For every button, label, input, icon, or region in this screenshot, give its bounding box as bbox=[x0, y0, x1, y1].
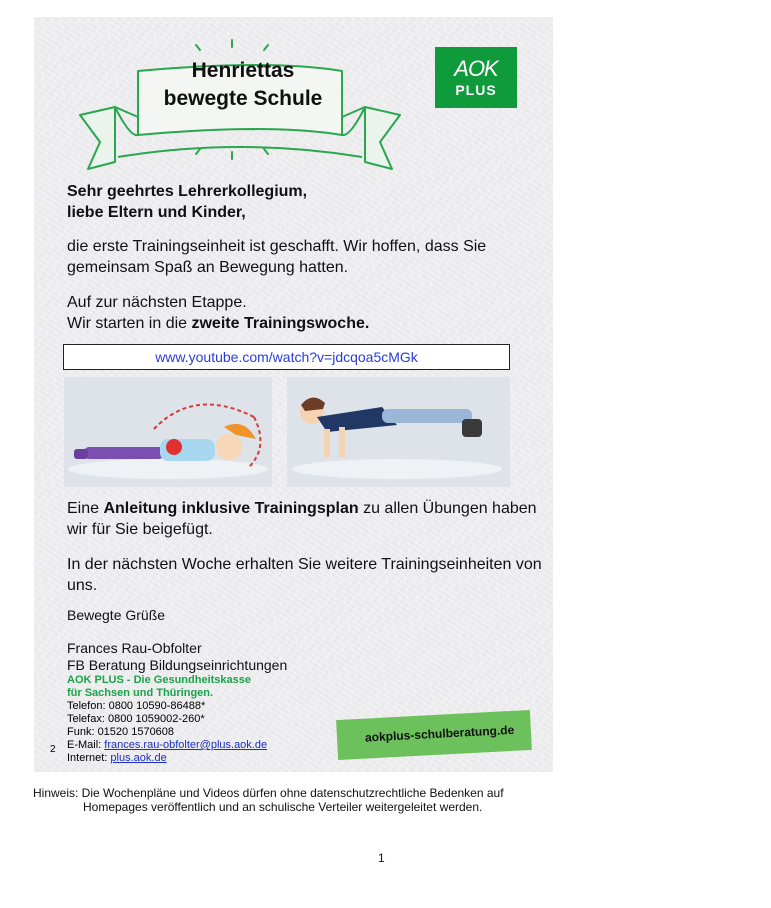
mobile: Funk: 01520 1570608 bbox=[67, 726, 175, 738]
email-label: E-Mail: bbox=[67, 739, 105, 751]
title-line-2: bewegte Schule bbox=[163, 87, 323, 110]
footer-note-line-1: Hinweis: Die Wochenpläne und Videos dürfen ohne datenschutzrechtliche Bedenken auf bbox=[33, 786, 504, 800]
paragraph-4-line-1: In der nächsten Woche erhalten Sie weitere Trainingseinheiten von bbox=[67, 556, 542, 573]
contact-block bbox=[67, 674, 267, 765]
phone: Telefon: 0800 10590-86488* bbox=[67, 700, 206, 712]
signature-role: FB Beratung Bildungseinrichtungen bbox=[67, 657, 288, 673]
email-link[interactable]: frances.rau-obfolter@plus.aok.de bbox=[104, 739, 268, 751]
org-line-1: AOK PLUS - Die Gesundheitskasse bbox=[67, 674, 251, 686]
exercise-illustration-plank bbox=[287, 377, 510, 487]
paragraph-2-bold: zweite Trainingswoche. bbox=[191, 315, 370, 332]
footer-note bbox=[33, 786, 504, 814]
paragraph-2-line-2 bbox=[67, 313, 369, 334]
page-title bbox=[100, 57, 386, 113]
paragraph-4 bbox=[67, 554, 542, 596]
web-row bbox=[67, 752, 267, 765]
letter-page bbox=[34, 17, 553, 772]
exercise-illustration-ball bbox=[64, 377, 272, 487]
paragraph-3 bbox=[67, 498, 537, 540]
greeting-line-2: liebe Eltern und Kinder, bbox=[67, 204, 246, 221]
greeting bbox=[67, 181, 307, 223]
signature-name: Frances Rau-Obfolter bbox=[67, 640, 202, 656]
web-label: Internet: bbox=[67, 752, 111, 764]
website-badge-text: aokplus-schulberatung.de bbox=[364, 722, 515, 745]
web-link[interactable]: plus.aok.de bbox=[110, 752, 167, 764]
video-link[interactable]: www.youtube.com/watch?v=jdcqoa5cMGk bbox=[63, 344, 510, 370]
page-number: 1 bbox=[378, 851, 385, 865]
logo-brand: AOK bbox=[454, 56, 498, 81]
paragraph-2 bbox=[67, 292, 369, 334]
website-badge[interactable] bbox=[336, 710, 532, 760]
logo-sub: PLUS bbox=[455, 82, 497, 98]
fax: Telefax: 0800 1059002-260* bbox=[67, 713, 205, 725]
paragraph-2-text: Wir starten in die bbox=[67, 315, 192, 332]
email-row bbox=[67, 739, 267, 752]
closing: Bewegte Grüße bbox=[67, 607, 166, 623]
paragraph-3-text-post: zu allen Übungen haben bbox=[358, 500, 537, 517]
paragraph-3-bold: Anleitung inklusive Trainingsplan bbox=[103, 500, 359, 517]
paragraph-1 bbox=[67, 236, 486, 278]
paragraph-3-line-2: wir für Sie beigefügt. bbox=[67, 521, 213, 538]
org-line-2: für Sachsen und Thüringen. bbox=[67, 687, 214, 699]
paragraph-3-line-1 bbox=[67, 498, 537, 519]
paragraph-3-text-pre: Eine bbox=[67, 500, 104, 517]
signature-block bbox=[67, 640, 287, 674]
greeting-line-1: Sehr geehrtes Lehrerkollegium, bbox=[67, 183, 308, 200]
paragraph-2-line-1: Auf zur nächsten Etappe. bbox=[67, 294, 247, 311]
footer-note-line-2: Homepages veröffentlich und an schulische Verteiler weitergeleitet werden. bbox=[83, 800, 483, 814]
paragraph-1-line-2: gemeinsam Spaß an Bewegung hatten. bbox=[67, 259, 349, 276]
aok-plus-logo bbox=[435, 47, 517, 108]
page-marker: 2 bbox=[50, 744, 56, 755]
paragraph-1-line-1: die erste Trainingseinheit ist geschafft. Wir hoffen, dass Sie bbox=[67, 238, 487, 255]
paragraph-4-line-2: uns. bbox=[67, 577, 98, 594]
title-line-1: Henriettas bbox=[191, 59, 295, 82]
